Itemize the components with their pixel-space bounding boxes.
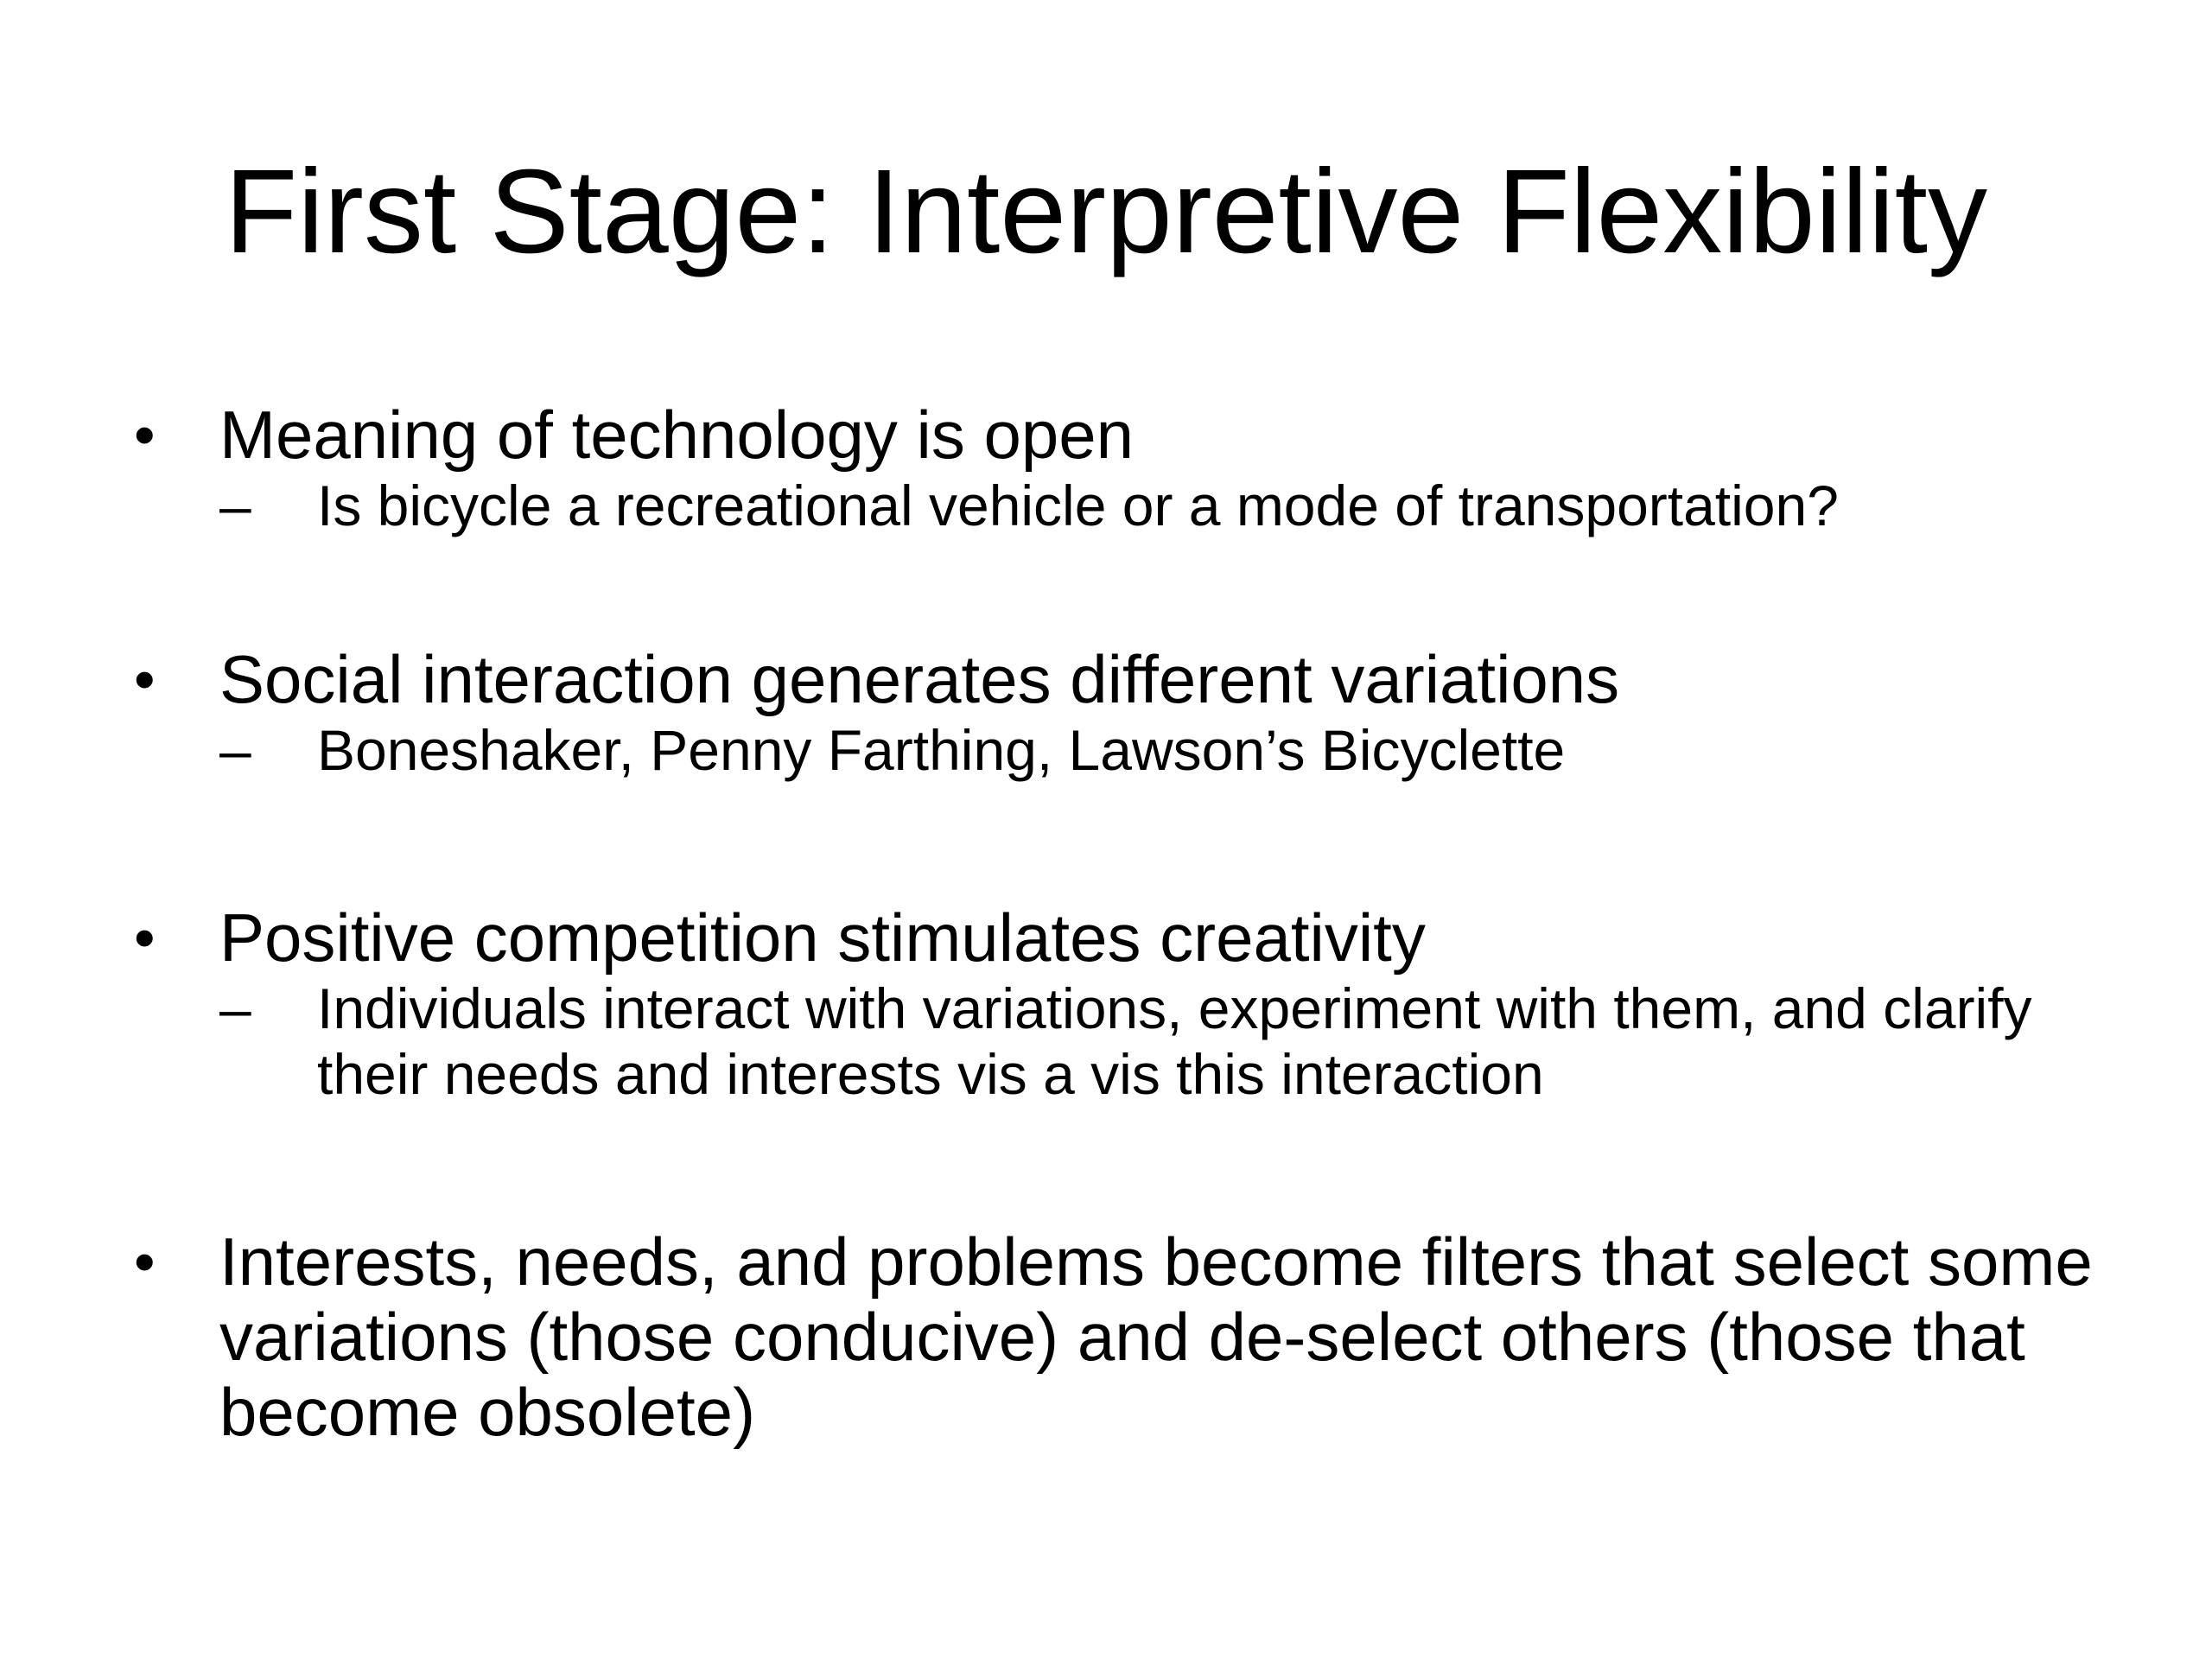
sub-bullet (219, 473, 2095, 538)
dash-icon: – (219, 474, 251, 537)
dash-icon: – (219, 976, 251, 1040)
sub-bullet-text: Boneshaker, Penny Farthing, Lawson’s Bicyclette (317, 718, 1566, 782)
slide-title: First Stage: Interpretive Flexibility (224, 145, 1987, 278)
bullet-dot-icon: • (134, 1228, 156, 1295)
sub-bullet-text: Is bicycle a recreational vehicle or a mode of transportation? (317, 474, 1839, 537)
bullet-dot-icon: • (134, 645, 156, 713)
sub-bullet (219, 717, 2095, 783)
sub-bullet (219, 976, 2095, 1107)
bullet-text: Meaning of technology is open (219, 397, 1135, 473)
sub-bullet-text: Individuals interact with variations, experiment with them, and clarify their needs and interests vis a vis this interaction (317, 976, 2032, 1106)
bullet-dot-icon: • (134, 904, 156, 971)
bullet-text: Social interaction generates different variations (219, 641, 1620, 717)
bullet-row (134, 900, 2095, 976)
bullet-row (134, 642, 2095, 717)
bullet-text: Interests, needs, and problems become filters that select some variations (those conducive) and de-select others (those that become obsolete) (219, 1224, 2093, 1450)
bullet-text: Positive competition stimulates creativity (219, 899, 1426, 976)
bullet-item (134, 1224, 2095, 1450)
bullet-row (134, 397, 2095, 473)
bullet-item (134, 900, 2095, 1107)
bullet-item (134, 642, 2095, 783)
bullet-item (134, 397, 2095, 538)
bullet-dot-icon: • (134, 401, 156, 468)
bullet-row (134, 1224, 2095, 1450)
dash-icon: – (219, 718, 251, 782)
